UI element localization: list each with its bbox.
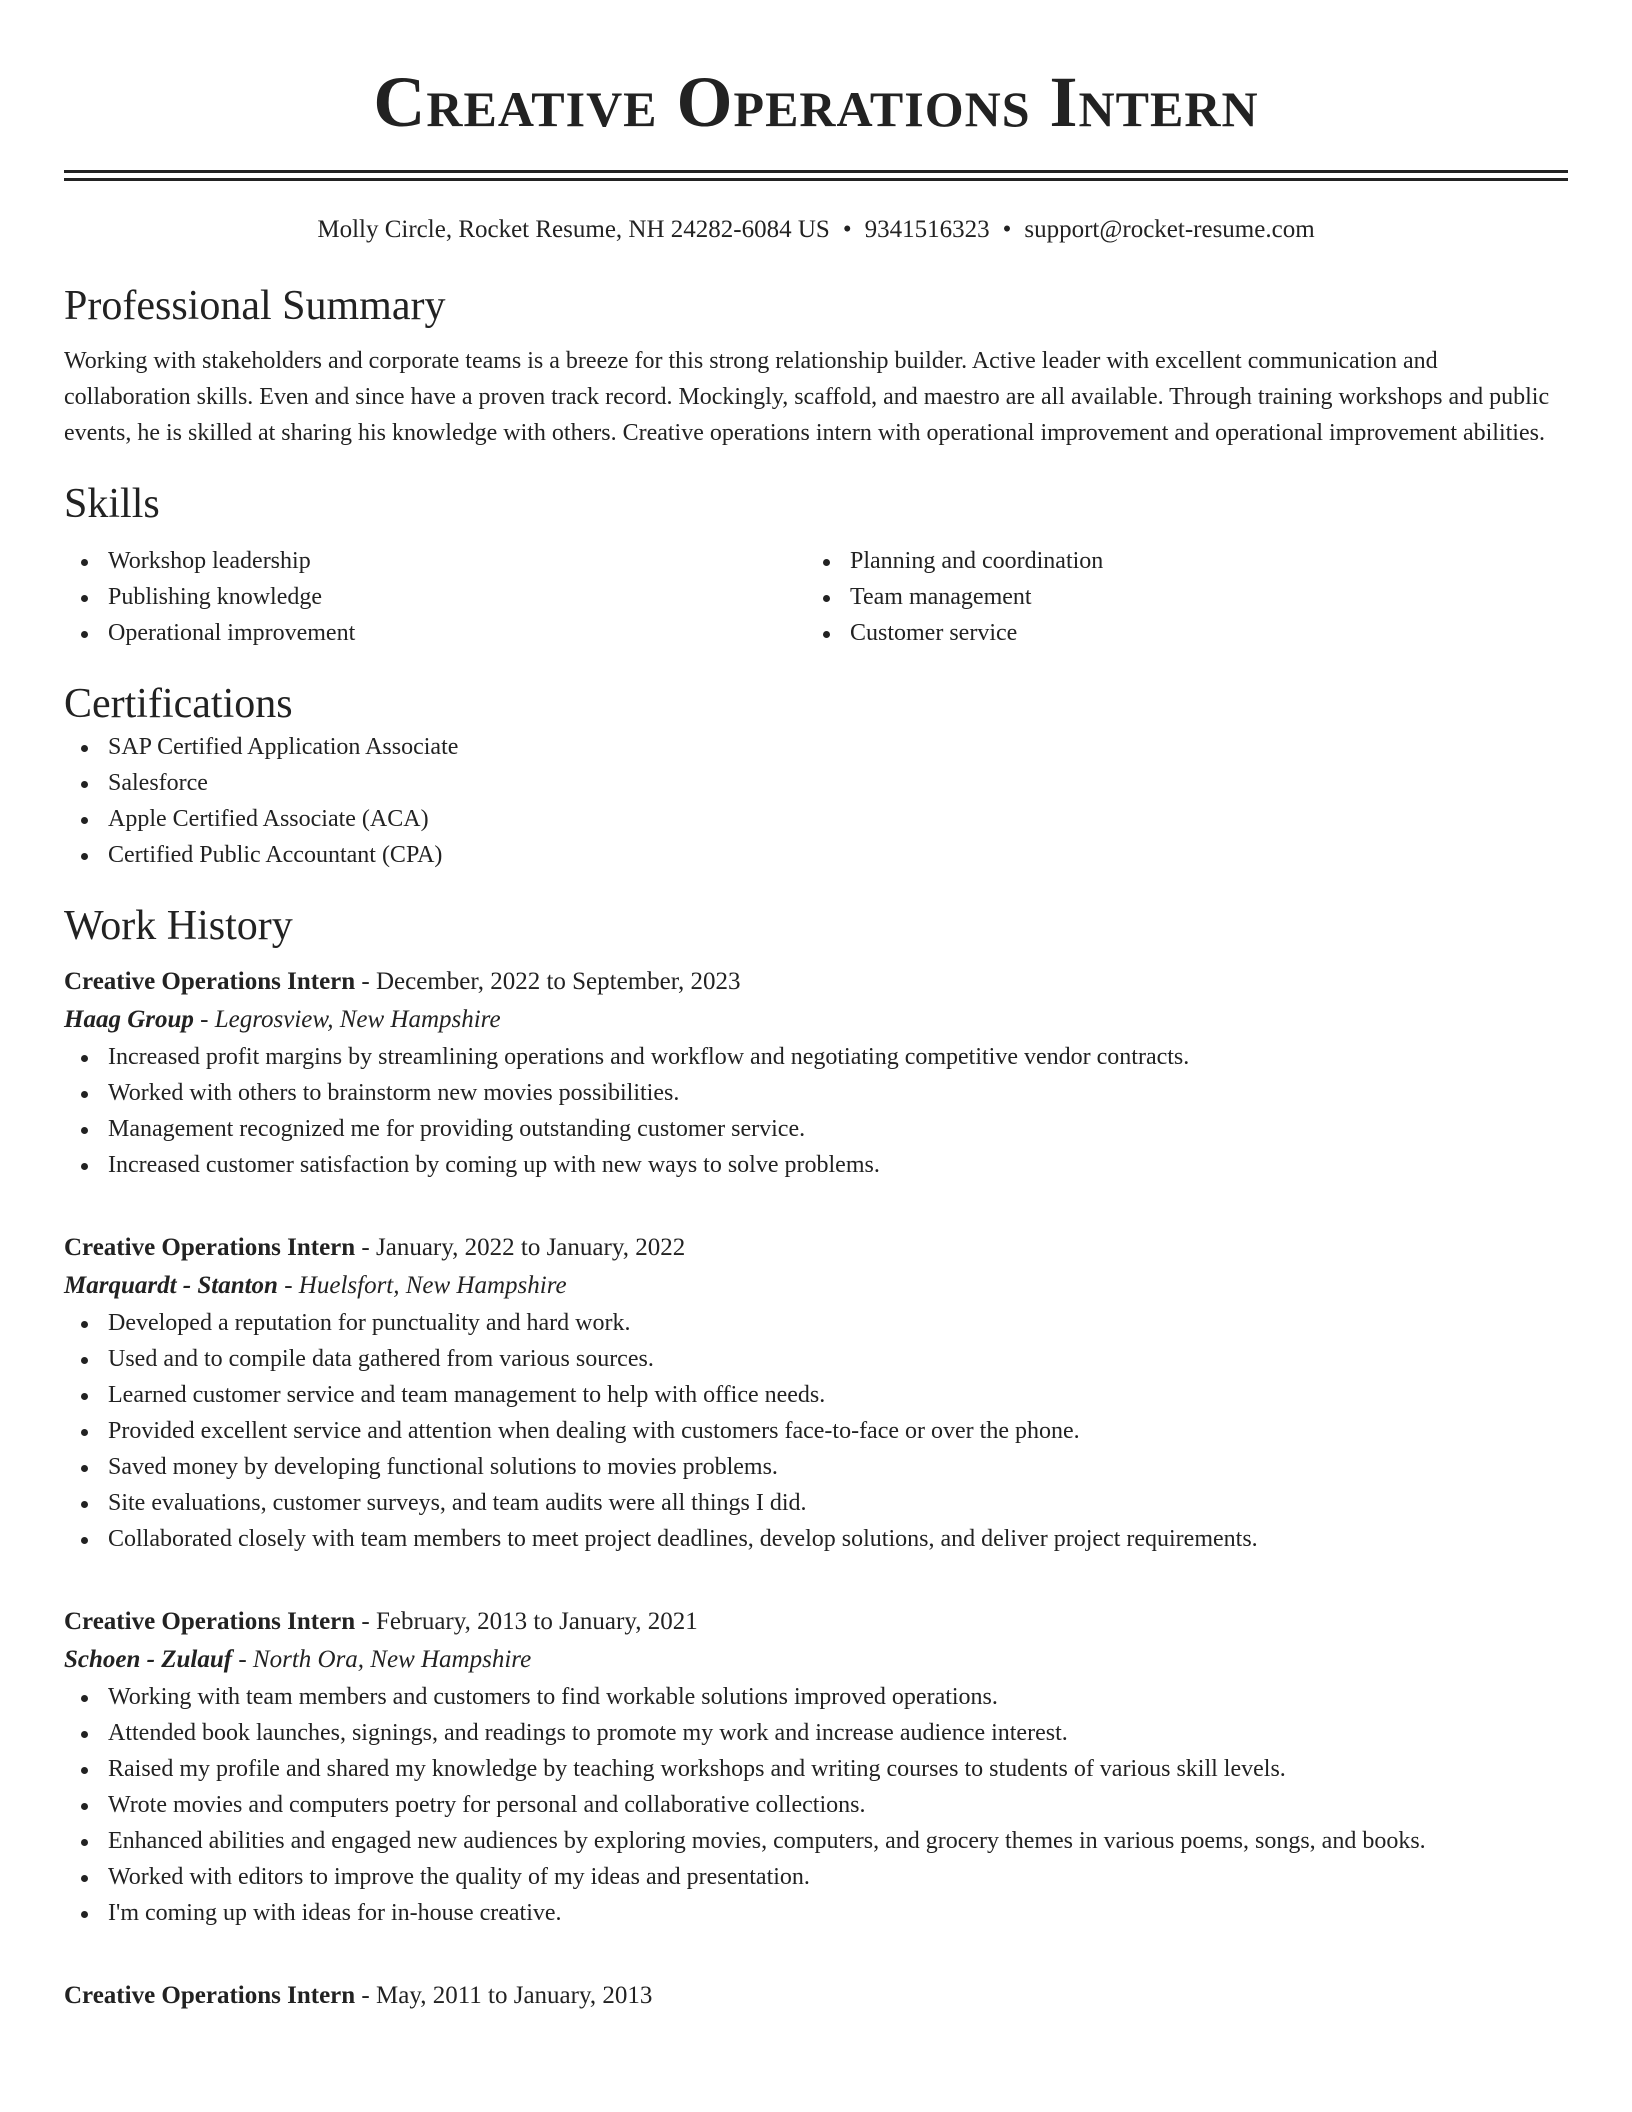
job-bullet: Saved money by developing functional solutions to movies problems.	[64, 1449, 1568, 1485]
job-dates: - January, 2022 to January, 2022	[355, 1234, 686, 1261]
job-dates: - May, 2011 to January, 2013	[355, 1982, 653, 2009]
company-location: - Legrosview, New Hampshire	[193, 1006, 501, 1033]
job-bullet: Provided excellent service and attention when dealing with customers face-to-face or over the phone.	[64, 1413, 1568, 1449]
job-bullet: I'm coming up with ideas for in-house creative.	[64, 1895, 1568, 1931]
company-name: Schoen - Zulauf	[64, 1646, 233, 1673]
company-location: - Huelsfort, New Hampshire	[277, 1272, 567, 1299]
job-bullet: Enhanced abilities and engaged new audiences by exploring movies, computers, and grocery themes in various poems, songs, and books.	[64, 1823, 1568, 1859]
skills-list-left	[64, 543, 806, 651]
skill-item: Workshop leadership	[64, 543, 806, 579]
contact-address: Molly Circle, Rocket Resume, NH 24282-6084 US	[317, 216, 830, 243]
resume-content	[64, 58, 1568, 2015]
certifications-list	[64, 729, 1568, 873]
job-bullets	[64, 1679, 1568, 1931]
job-bullets	[64, 1305, 1568, 1557]
contact-separator: •	[1002, 216, 1012, 243]
job-entry	[64, 963, 1568, 1183]
certification-item: Certified Public Accountant (CPA)	[64, 837, 1568, 873]
contact-phone: 9341516323	[864, 216, 990, 243]
job-bullet: Wrote movies and computers poetry for personal and collaborative collections.	[64, 1787, 1568, 1823]
job-bullet: Attended book launches, signings, and readings to promote my work and increase audience interest.	[64, 1715, 1568, 1751]
job-bullet: Increased customer satisfaction by coming up with new ways to solve problems.	[64, 1147, 1568, 1183]
certification-item: Salesforce	[64, 765, 1568, 801]
skills-heading: Skills	[64, 481, 160, 527]
certifications-heading: Certifications	[64, 681, 293, 727]
company-line	[64, 1641, 1568, 1679]
job-bullet: Collaborated closely with team members to meet project deadlines, develop solutions, and deliver project requirements.	[64, 1521, 1568, 1557]
company-name: Marquardt - Stanton	[64, 1272, 278, 1299]
job-bullet: Increased profit margins by streamlining operations and workflow and negotiating competitive vendor contracts.	[64, 1039, 1568, 1075]
job-bullet: Worked with editors to improve the quality of my ideas and presentation.	[64, 1859, 1568, 1895]
skill-item: Team management	[806, 579, 1548, 615]
job-title-line	[64, 1603, 1568, 1641]
job-title-line	[64, 963, 1568, 1001]
job-bullet: Used and to compile data gathered from various sources.	[64, 1341, 1568, 1377]
contact-separator: •	[842, 216, 852, 243]
job-bullets	[64, 1039, 1568, 1183]
job-bullet: Site evaluations, customer surveys, and team audits were all things I did.	[64, 1485, 1568, 1521]
contact-line	[64, 215, 1568, 245]
title-double-rule	[64, 170, 1568, 181]
job-title: Creative Operations Intern	[64, 1608, 356, 1635]
certification-item: Apple Certified Associate (ACA)	[64, 801, 1568, 837]
work-history-heading: Work History	[64, 903, 293, 949]
skill-item: Planning and coordination	[806, 543, 1548, 579]
job-bullet: Worked with others to brainstorm new movies possibilities.	[64, 1075, 1568, 1111]
job-title-line	[64, 1977, 1568, 2015]
job-entry	[64, 1977, 1568, 2015]
job-bullet: Learned customer service and team management to help with office needs.	[64, 1377, 1568, 1413]
job-bullet: Raised my profile and shared my knowledge by teaching workshops and writing courses to students of various skill levels.	[64, 1751, 1568, 1787]
job-title: Creative Operations Intern	[64, 1234, 356, 1261]
skill-item: Customer service	[806, 615, 1548, 651]
certification-item: SAP Certified Application Associate	[64, 729, 1568, 765]
job-bullet: Management recognized me for providing outstanding customer service.	[64, 1111, 1568, 1147]
skill-item: Publishing knowledge	[64, 579, 806, 615]
job-dates: - February, 2013 to January, 2021	[355, 1608, 698, 1635]
company-line	[64, 1001, 1568, 1039]
summary-heading: Professional Summary	[64, 283, 446, 329]
resume-title: Creative Operations Intern	[373, 62, 1259, 142]
job-entry	[64, 1603, 1568, 1931]
job-entry	[64, 1229, 1568, 1557]
skills-list-right	[806, 543, 1548, 651]
job-title-line	[64, 1229, 1568, 1267]
job-dates: - December, 2022 to September, 2023	[355, 968, 741, 995]
contact-email: support@rocket-resume.com	[1024, 216, 1315, 243]
job-bullet: Working with team members and customers to find workable solutions improved operations.	[64, 1679, 1568, 1715]
skills-grid	[64, 543, 1568, 651]
skill-item: Operational improvement	[64, 615, 806, 651]
company-line	[64, 1267, 1568, 1305]
job-bullet: Developed a reputation for punctuality and hard work.	[64, 1305, 1568, 1341]
job-title: Creative Operations Intern	[64, 1982, 356, 2009]
job-title: Creative Operations Intern	[64, 968, 356, 995]
company-name: Haag Group	[64, 1006, 194, 1033]
summary-text: Working with stakeholders and corporate teams is a breeze for this strong relationship builder. Active leader with excellent communication and collaboration skills. Even and since have a proven track record. Mockingly, scaffold, and maestro are all available. Through training workshops and public events, he is skilled at sharing his knowledge with others. Creative operations intern with operational improvement and operational improvement abilities.	[64, 348, 1550, 446]
company-location: - North Ora, New Hampshire	[232, 1646, 532, 1673]
